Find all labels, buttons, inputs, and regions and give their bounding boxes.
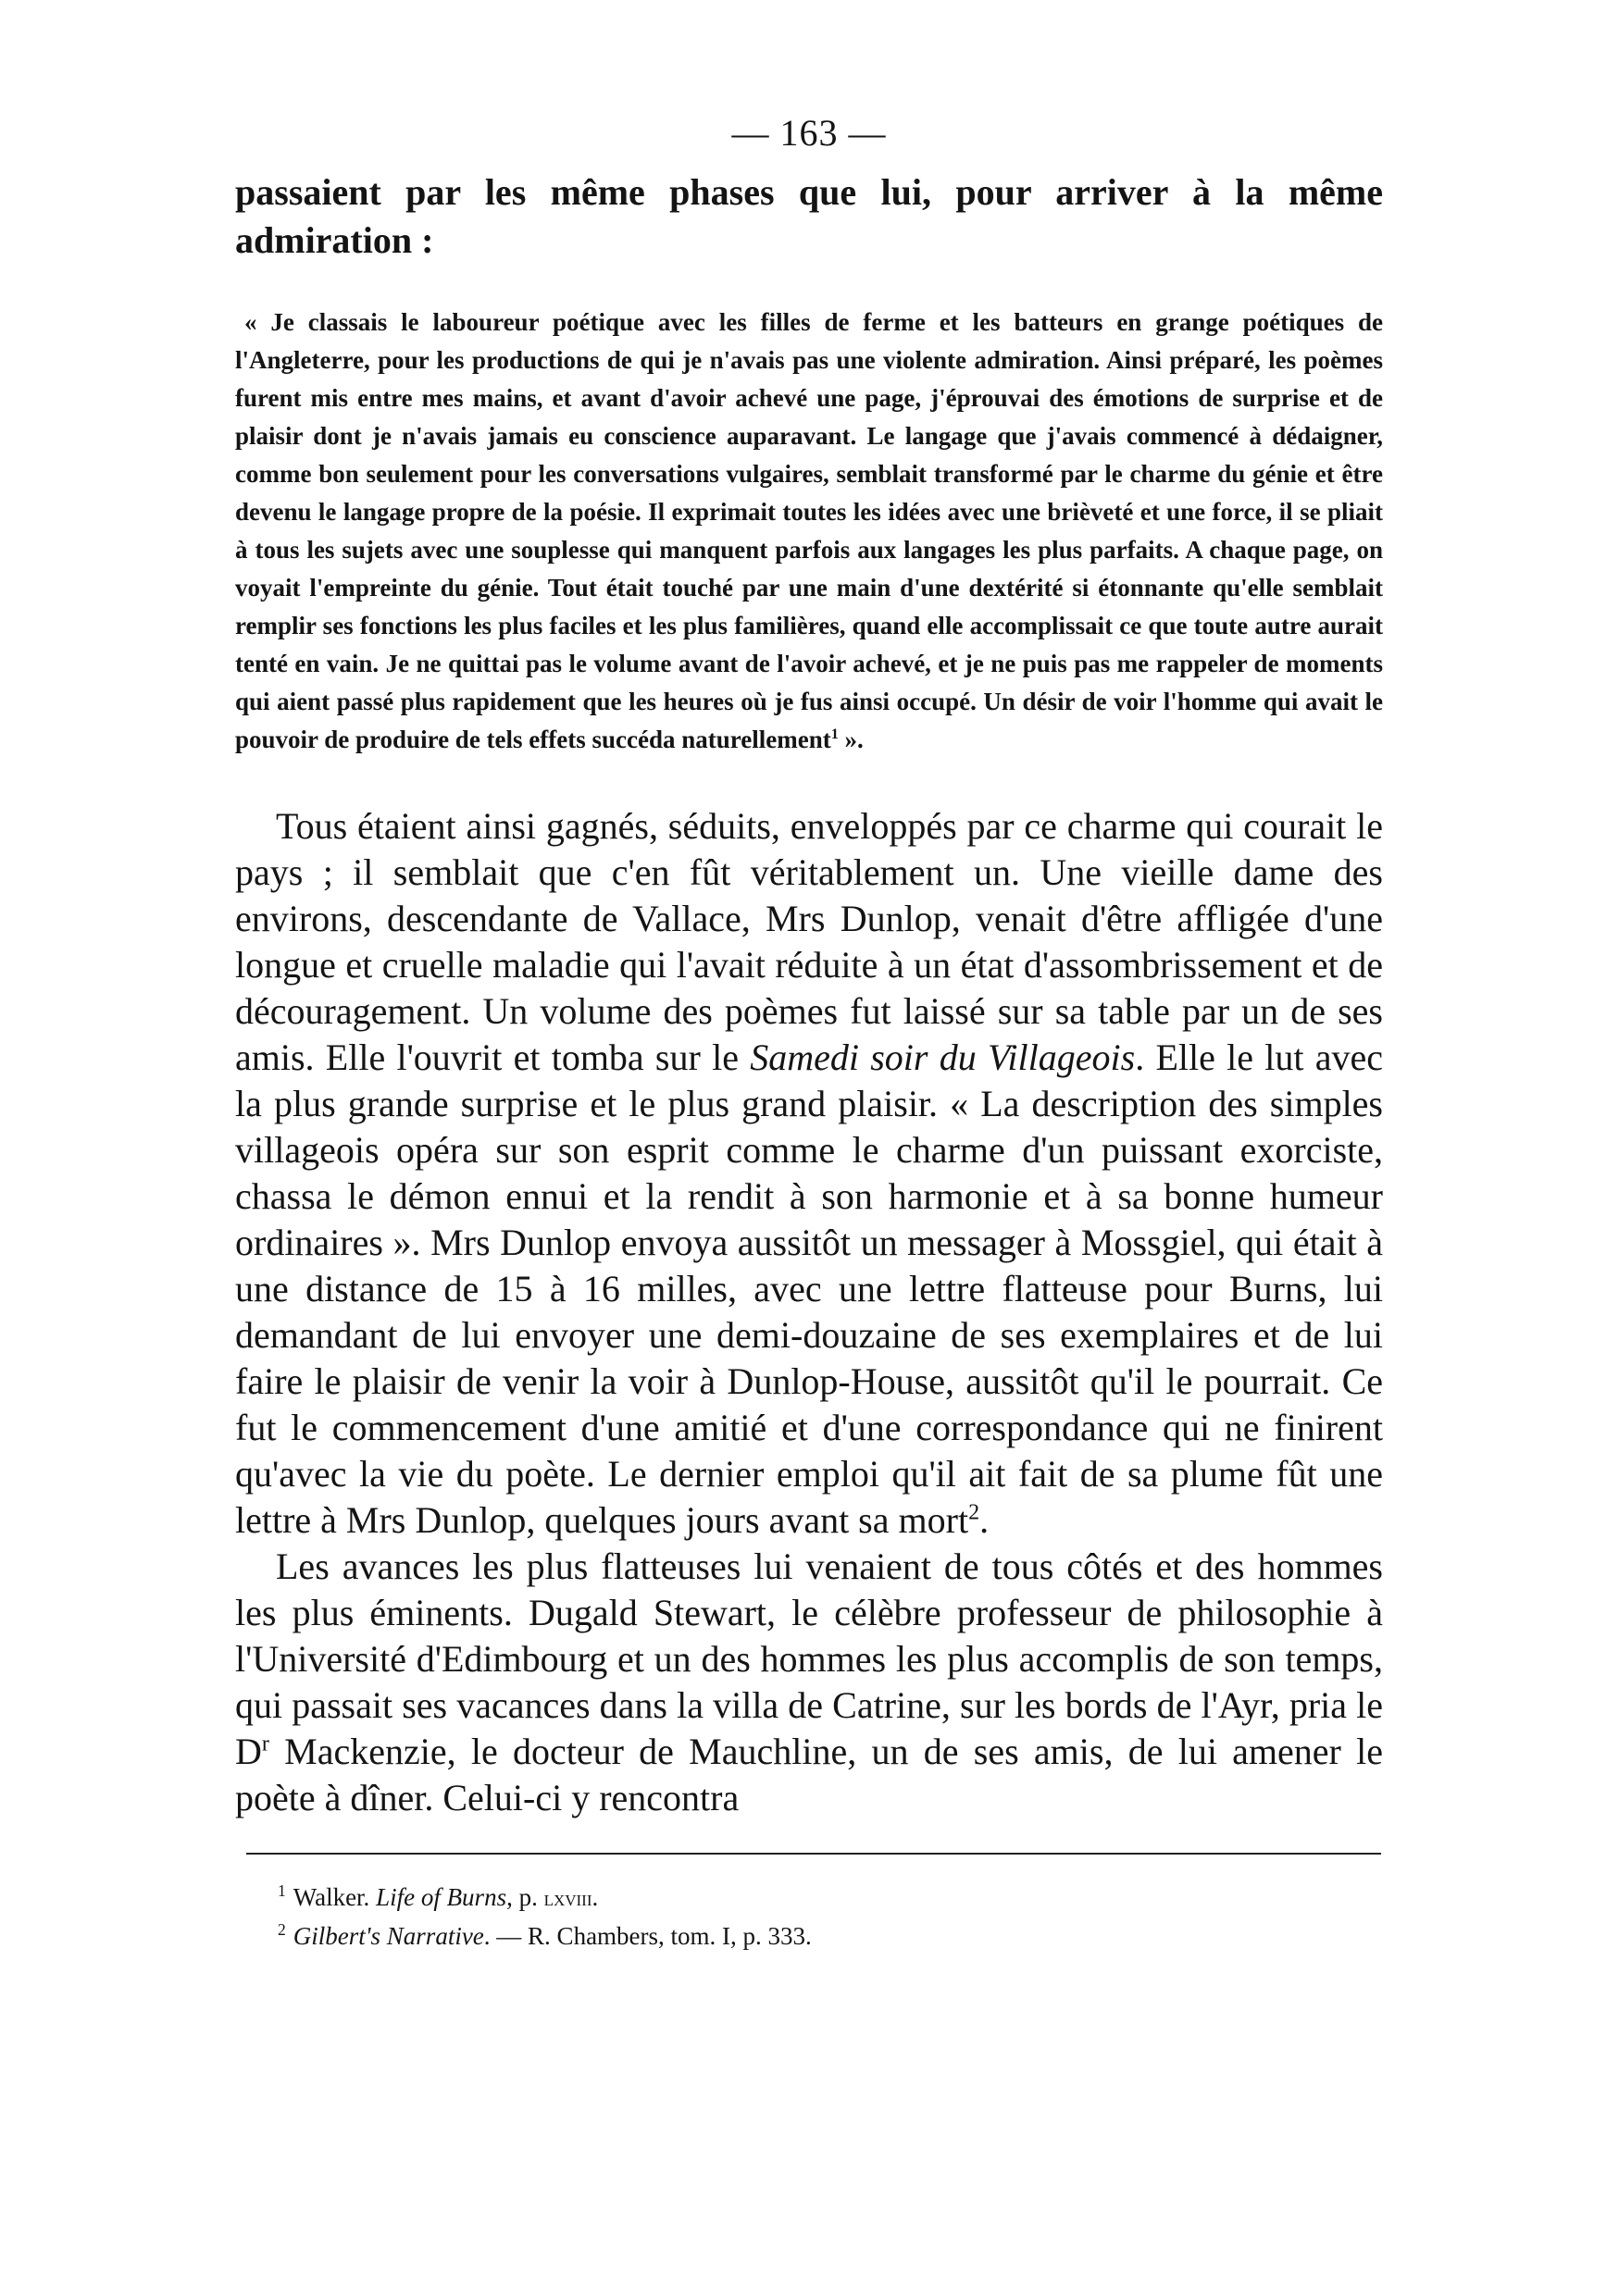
book-page xyxy=(235,111,1383,1956)
footnote-text: , p. xyxy=(506,1883,544,1911)
paragraph-end: . xyxy=(979,1499,990,1541)
footnote-ref-1: 1 xyxy=(830,726,839,742)
footnote-text: . xyxy=(592,1883,599,1911)
paragraph-text: Tous étaient ainsi gagnés, séduits, enveloppés par ce charme qui courait le pays ; il semblait que c'en fût véritablement un. Une vieille dame des environs, descendante de Vallace, Mrs Dunlop, venait d'être affligée d'une longue et cruelle maladie qui l'avait réduite à un état d'assombrissement et de découragement. Un volume des poèmes fut laissé sur sa table par un de ses amis. Elle l'ouvrit et tomba sur le xyxy=(235,805,1383,1078)
paragraph-text: Mackenzie, le docteur de Mauchline, un de ses amis, de lui amener le poète à dîner. Celui-ci y rencontra xyxy=(235,1731,1383,1818)
page-number: — 163 — xyxy=(731,112,887,154)
footnote-mark: 2 xyxy=(278,1920,286,1939)
body-paragraph-2 xyxy=(235,1544,1383,1821)
work-title: Samedi soir du Villageois xyxy=(750,1036,1136,1078)
footnote-page-roman: lxviii xyxy=(543,1886,592,1911)
footnote-1 xyxy=(278,1879,1383,1917)
lead-paragraph: passaient par les même phases que lui, pour arriver à la même admiration : xyxy=(235,171,1383,261)
body-paragraph-1 xyxy=(235,803,1383,1544)
footnote-2 xyxy=(278,1917,1383,1956)
block-quote xyxy=(235,304,1383,759)
paragraph-text: . Elle le lut avec la plus grande surprise et le plus grand plaisir. « La description des simples villageois opéra sur son esprit comme le charme d'un puissant exorciste, chassa le démon ennui et la rendit à son harmonie et à sa bonne humeur ordinaires ». Mrs Dunlop envoya aussitôt un messager à Mossgiel, qui était à une distance de 15 à 16 milles, avec une lettre flatteuse pour Burns, lui demandant de lui envoyer une demi-douzaine de ses exemplaires et de lui faire le plaisir de venir la voir à Dunlop-House, aussitôt qu'il le pourrait. Ce fut le commencement d'une amitié et d'une correspondance qui ne finirent qu'avec la vie du poète. Le dernier emploi qu'il ait fait de sa plume fût une lettre à Mrs Dunlop, quelques jours avant sa mort xyxy=(235,1036,1383,1541)
footnote-text: Walker. xyxy=(293,1883,377,1911)
quote-close: ». xyxy=(838,726,864,753)
footnote-work-title: Life of Burns xyxy=(376,1883,507,1911)
quote-text: « Je classais le laboureur poétique avec les filles de ferme et les batteurs en grange poétiques de l'Angleterre, pour les productions de qui je n'avais pas une violente admiration. Ainsi préparé, les poèmes furent mis entre mes mains, et avant d'avoir achevé une page, j'éprouvai des émotions de surprise et de plaisir dont je n'avais jamais eu conscience auparavant. Le langage que j'avais commencé à dédaigner, comme bon seulement pour les conversations vulgaires, semblait transformé par le charme du génie et être devenu le langage propre de la poésie. Il exprimait toutes les idées avec une brièveté et une force, il se pliait à tous les sujets avec une souplesse qui manquent parfois aux langages les plus parfaits. A chaque page, on voyait l'empreinte du génie. Tout était touché par une main d'une dextérité si étonnante qu'elle semblait remplir ses fonctions les plus faciles et les plus familières, quand elle accomplissait ce que toute autre aurait tenté en vain. Je ne quittai pas le volume avant de l'avoir achevé, et je ne puis pas me rappeler de moments qui aient passé plus rapidement que les heures où je fus ainsi occupé. Un désir de voir l'homme qui avait le pouvoir de produire de tels effets succéda naturellement xyxy=(235,308,1383,753)
footnote-mark: 1 xyxy=(278,1881,286,1900)
footnote-ref-2: 2 xyxy=(968,1500,980,1525)
footnote-text: . — R. Chambers, tom. I, p. 333. xyxy=(483,1922,812,1950)
footnotes xyxy=(278,1879,1383,1956)
superscript: r xyxy=(261,1731,269,1756)
paragraph-text: Les avances les plus flatteuses lui venaient de tous côtés et des hommes les plus éminents. Dugald Stewart, le célèbre professeur de philosophie à l'Université d'Edimbourg et un des hommes les plus accomplis de son temps, qui passait ses vacances dans la villa de Catrine, sur les bords de l'Ayr, pria le D xyxy=(235,1545,1383,1772)
footnote-divider xyxy=(246,1853,1381,1855)
footnote-work-title: Gilbert's Narrative xyxy=(293,1922,484,1950)
